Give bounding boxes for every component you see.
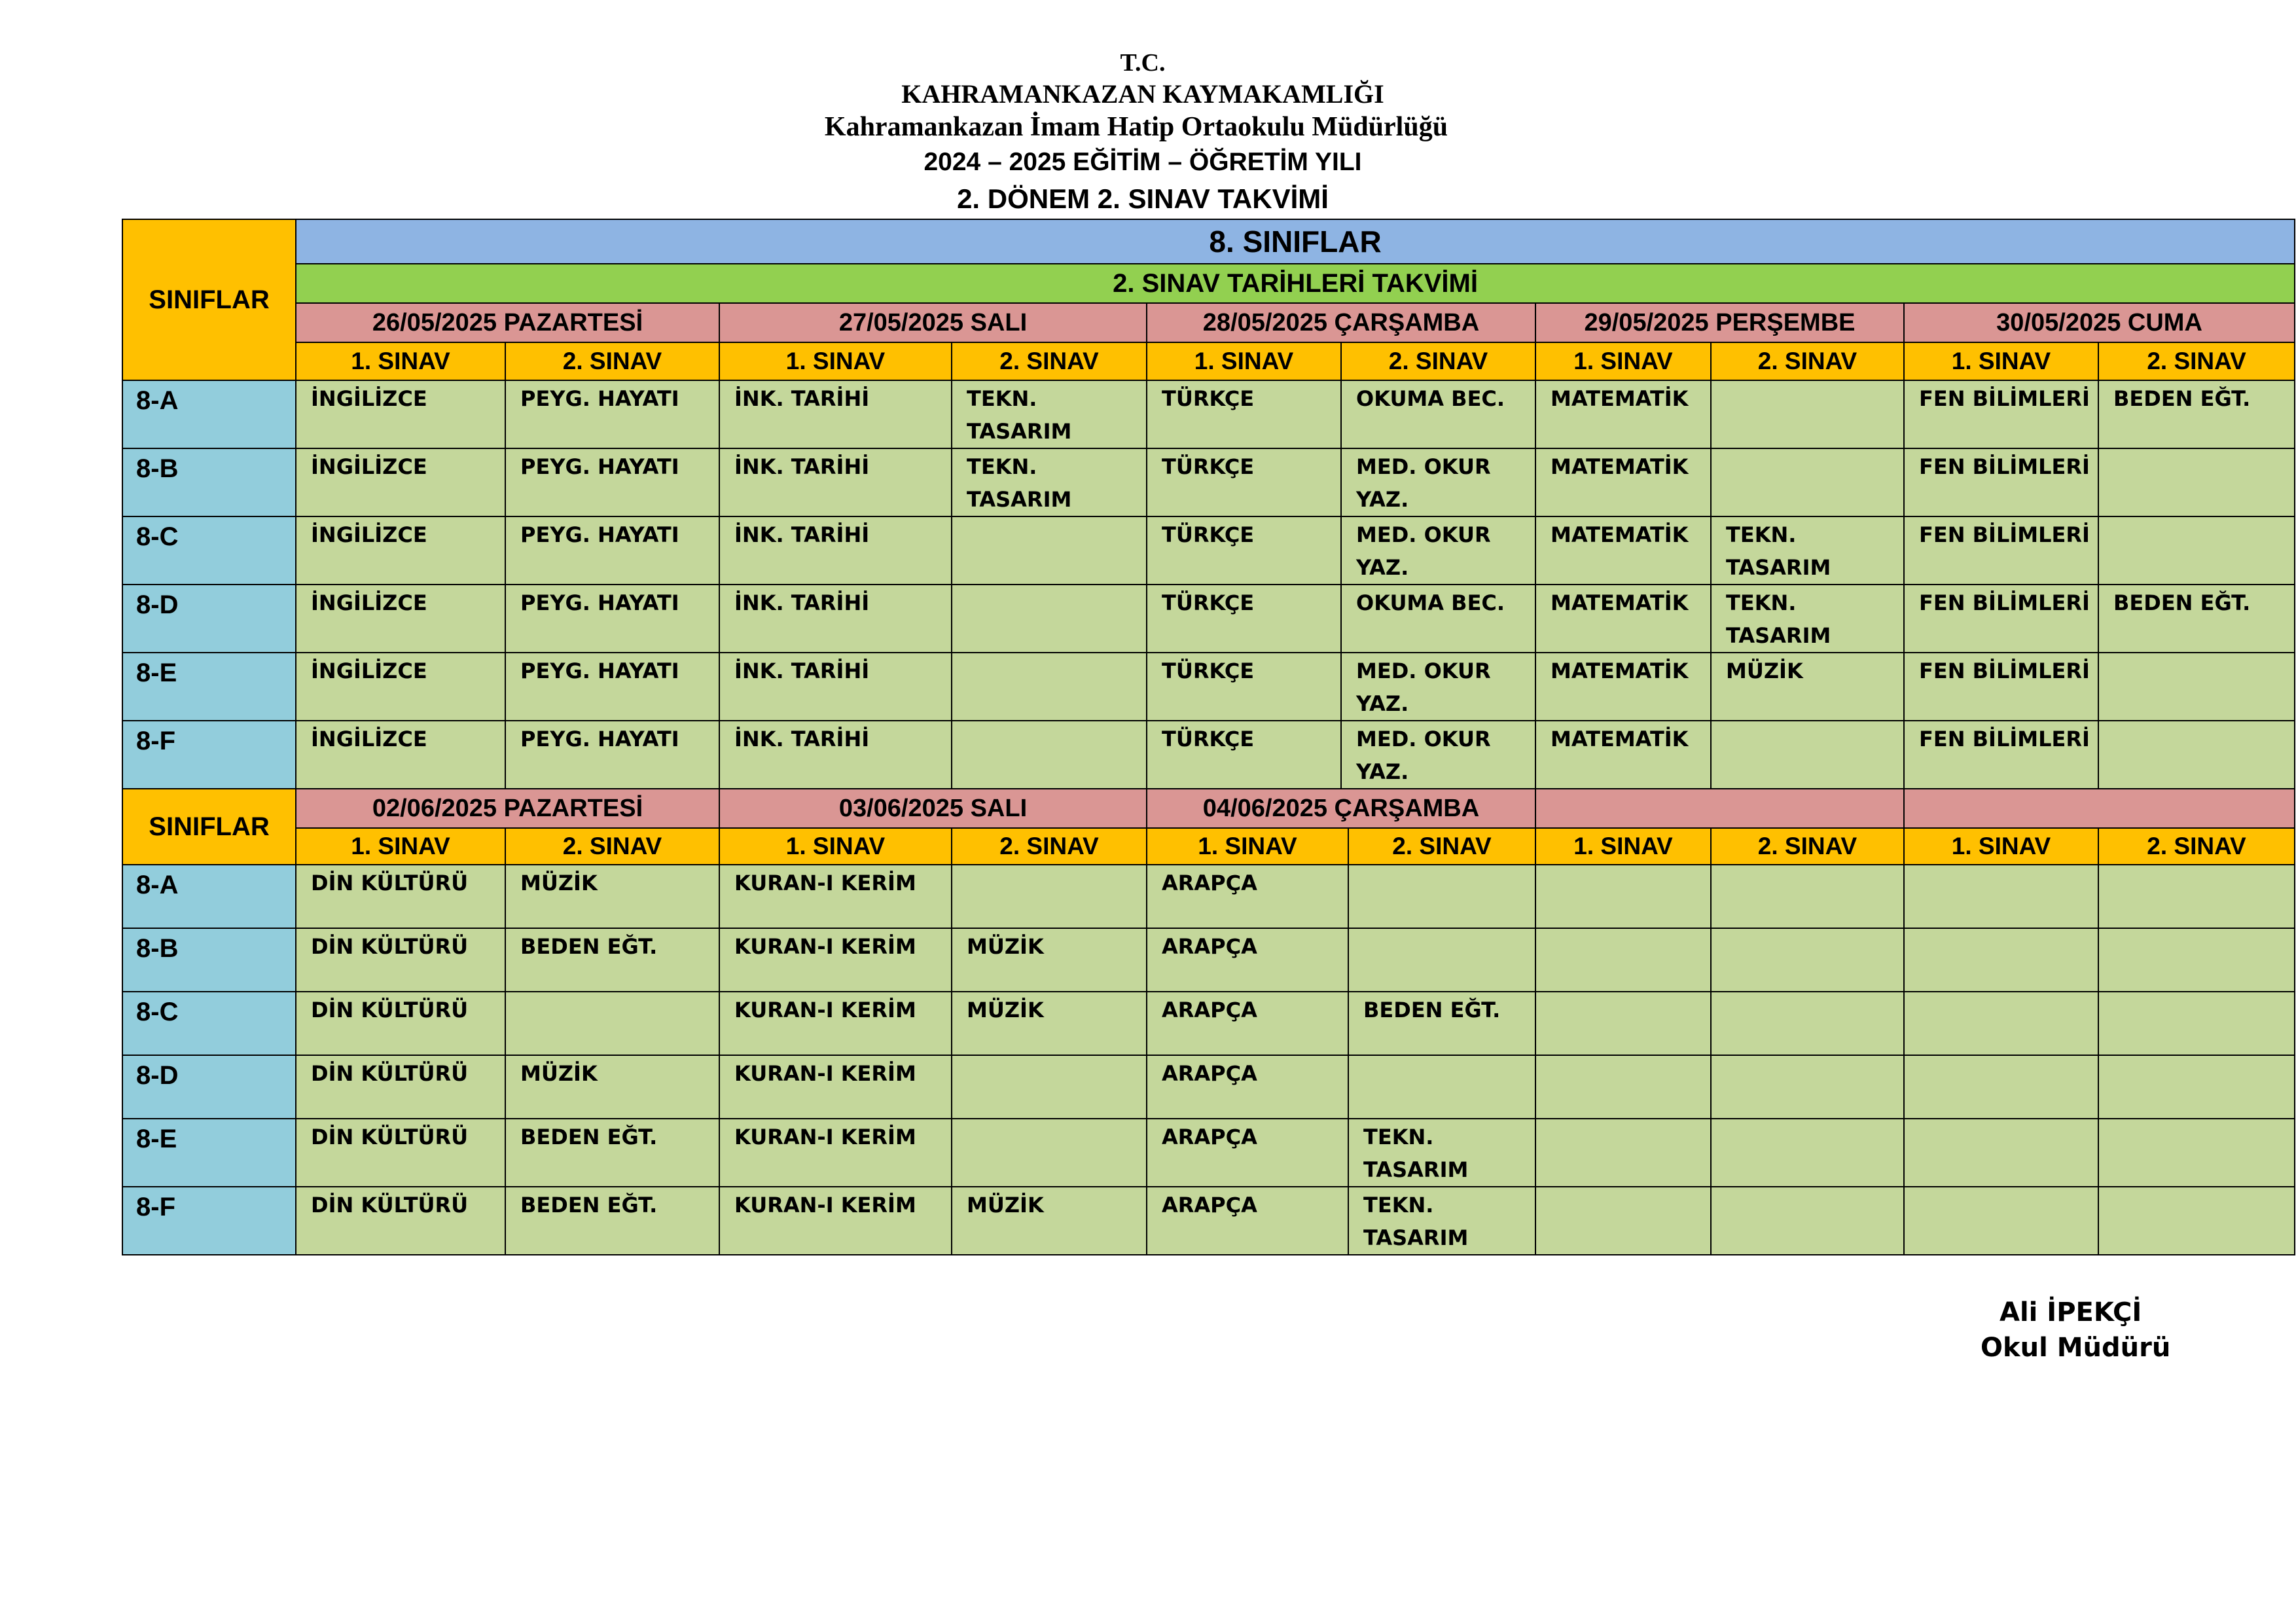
exam-cell: İNGİLİZCE xyxy=(296,448,505,516)
exam-cell: MÜZİK xyxy=(505,865,719,928)
class-label: 8-F xyxy=(122,721,296,789)
exam-cell: KURAN-I KERİM xyxy=(719,1055,952,1119)
exam-cell: MED. OKUR YAZ. xyxy=(1341,448,1535,516)
exam2-header: 2. SINAV xyxy=(505,342,719,380)
exam-cell xyxy=(2098,653,2295,721)
exam-cell xyxy=(1535,928,1711,992)
exam-cell: İNK. TARİHİ xyxy=(719,585,952,653)
header-exam-calendar: 2. DÖNEM 2. SINAV TAKVİMİ xyxy=(957,183,1329,214)
exam-cell xyxy=(505,992,719,1055)
exam-cell: DİN KÜLTÜRÜ xyxy=(296,1187,505,1255)
table-row xyxy=(122,1119,2295,1187)
exam-cell: İNK. TARİHİ xyxy=(719,653,952,721)
exam2-header: 2. SINAV xyxy=(2098,828,2295,865)
exam2-header: 2. SINAV xyxy=(1341,342,1535,380)
exam-cell xyxy=(1535,1055,1711,1119)
exam-cell: PEYG. HAYATI xyxy=(505,585,719,653)
exam-cell: İNGİLİZCE xyxy=(296,516,505,585)
exam-cell xyxy=(1904,928,2098,992)
exam-cell: OKUMA BEC. xyxy=(1341,585,1535,653)
exam-cell: İNK. TARİHİ xyxy=(719,516,952,585)
exam-cell: MATEMATİK xyxy=(1535,516,1711,585)
day-header: 04/06/2025 ÇARŞAMBA xyxy=(1147,789,1535,828)
exam-cell: MATEMATİK xyxy=(1535,380,1711,448)
exam-cell: FEN BİLİMLERİ xyxy=(1904,721,2098,789)
exam-cell xyxy=(1711,721,1904,789)
exam1-header: 1. SINAV xyxy=(719,828,952,865)
header-tc: T.C. xyxy=(1120,49,1166,77)
exam-cell xyxy=(952,721,1147,789)
exam-cell: DİN KÜLTÜRÜ xyxy=(296,1055,505,1119)
table-row xyxy=(122,1055,2295,1119)
exam-cell: MATEMATİK xyxy=(1535,653,1711,721)
exam-cell xyxy=(2098,448,2295,516)
table-row xyxy=(122,380,2295,448)
exam-cell xyxy=(2098,928,2295,992)
exam-cell xyxy=(2098,516,2295,585)
exam-cell xyxy=(1711,1055,1904,1119)
exam-cell: İNGİLİZCE xyxy=(296,653,505,721)
exam-cell: ARAPÇA xyxy=(1147,1055,1348,1119)
day-header xyxy=(1535,789,1904,828)
exam-cell: FEN BİLİMLERİ xyxy=(1904,380,2098,448)
exam-cell: MATEMATİK xyxy=(1535,721,1711,789)
exam-cell xyxy=(1535,865,1711,928)
exam-cell: FEN BİLİMLERİ xyxy=(1904,653,2098,721)
exam-cell: TÜRKÇE xyxy=(1147,721,1341,789)
exam-cell: İNGİLİZCE xyxy=(296,585,505,653)
exam-cell: TEKN. TASARIM xyxy=(1348,1119,1535,1187)
exam-cell: DİN KÜLTÜRÜ xyxy=(296,928,505,992)
exam-cell: DİN KÜLTÜRÜ xyxy=(296,1119,505,1187)
class-label: 8-F xyxy=(122,1187,296,1255)
exam-cell: BEDEN EĞT. xyxy=(505,928,719,992)
exam-cell: BEDEN EĞT. xyxy=(505,1187,719,1255)
class-label: 8-D xyxy=(122,585,296,653)
table-row xyxy=(122,516,2295,585)
exam-cell: ARAPÇA xyxy=(1147,992,1348,1055)
table-row xyxy=(122,865,2295,928)
day-header: 29/05/2025 PERŞEMBE xyxy=(1535,303,1904,342)
exam-cell: TEKN. TASARIM xyxy=(952,380,1147,448)
class-label: 8-B xyxy=(122,928,296,992)
exam-cell: TEKN. TASARIM xyxy=(1711,516,1904,585)
exam-schedule-week2 xyxy=(122,788,2295,1255)
exam-cell: TEKN. TASARIM xyxy=(952,448,1147,516)
classes-header: SINIFLAR xyxy=(122,789,296,865)
exam-cell: PEYG. HAYATI xyxy=(505,448,719,516)
exam-cell: MÜZİK xyxy=(952,992,1147,1055)
exam1-header: 1. SINAV xyxy=(1147,828,1348,865)
table-row xyxy=(122,448,2295,516)
exam-cell: MÜZİK xyxy=(952,1187,1147,1255)
exam-cell: TÜRKÇE xyxy=(1147,585,1341,653)
class-label: 8-E xyxy=(122,1119,296,1187)
exam-cell xyxy=(952,516,1147,585)
day-header xyxy=(1904,789,2295,828)
exam2-header: 2. SINAV xyxy=(2098,342,2295,380)
exam-cell: TÜRKÇE xyxy=(1147,516,1341,585)
exam-cell xyxy=(1711,380,1904,448)
exam-cell xyxy=(2098,1187,2295,1255)
exam-cell xyxy=(1904,1187,2098,1255)
class-label: 8-A xyxy=(122,865,296,928)
exam-cell: TÜRKÇE xyxy=(1147,448,1341,516)
principal-name: Ali İPEKÇİ xyxy=(2000,1297,2142,1327)
exam-cell: ARAPÇA xyxy=(1147,1187,1348,1255)
exam-schedule-week1 xyxy=(122,219,2295,789)
exam-cell: ARAPÇA xyxy=(1147,928,1348,992)
class-label: 8-C xyxy=(122,516,296,585)
exam-cell xyxy=(1904,1119,2098,1187)
exam-cell: MÜZİK xyxy=(505,1055,719,1119)
classes-header: SINIFLAR xyxy=(122,219,296,380)
exam-cell: MED. OKUR YAZ. xyxy=(1341,516,1535,585)
exam-cell: İNK. TARİHİ xyxy=(719,380,952,448)
class-label: 8-B xyxy=(122,448,296,516)
exam-cell: FEN BİLİMLERİ xyxy=(1904,448,2098,516)
day-header: 26/05/2025 PAZARTESİ xyxy=(296,303,719,342)
exam-cell: KURAN-I KERİM xyxy=(719,992,952,1055)
exam-cell xyxy=(1711,448,1904,516)
grade-title: 8. SINIFLAR xyxy=(296,219,2295,264)
exam-cell: KURAN-I KERİM xyxy=(719,1119,952,1187)
exam-cell xyxy=(952,865,1147,928)
exam-cell: TÜRKÇE xyxy=(1147,380,1341,448)
exam-cell xyxy=(2098,1055,2295,1119)
exam-cell: PEYG. HAYATI xyxy=(505,380,719,448)
exam-cell: BEDEN EĞT. xyxy=(2098,380,2295,448)
day-header: 02/06/2025 PAZARTESİ xyxy=(296,789,719,828)
exam-cell: KURAN-I KERİM xyxy=(719,1187,952,1255)
class-label: 8-E xyxy=(122,653,296,721)
exam-cell xyxy=(1711,992,1904,1055)
exam-cell: FEN BİLİMLERİ xyxy=(1904,516,2098,585)
exam-cell xyxy=(1904,992,2098,1055)
exam-cell xyxy=(1904,865,2098,928)
exam-cell xyxy=(1535,1119,1711,1187)
exam-cell xyxy=(2098,1119,2295,1187)
exam-cell: KURAN-I KERİM xyxy=(719,928,952,992)
exam-cell: TEKN. TASARIM xyxy=(1348,1187,1535,1255)
exam-cell xyxy=(1711,865,1904,928)
exam-cell xyxy=(952,585,1147,653)
exam2-header: 2. SINAV xyxy=(952,342,1147,380)
day-header: 30/05/2025 CUMA xyxy=(1904,303,2295,342)
exam-cell xyxy=(952,1055,1147,1119)
class-label: 8-A xyxy=(122,380,296,448)
exam-cell: MED. OKUR YAZ. xyxy=(1341,721,1535,789)
table-row xyxy=(122,585,2295,653)
exam-cell: TEKN. TASARIM xyxy=(1711,585,1904,653)
exam-cell: İNGİLİZCE xyxy=(296,380,505,448)
exam1-header: 1. SINAV xyxy=(1904,342,2098,380)
exam-cell: TÜRKÇE xyxy=(1147,653,1341,721)
exam-cell xyxy=(1711,928,1904,992)
exam-cell: FEN BİLİMLERİ xyxy=(1904,585,2098,653)
exam-cell xyxy=(2098,992,2295,1055)
header-academic-year: 2024 – 2025 EĞİTİM – ÖĞRETİM YILI xyxy=(924,148,1362,176)
class-label: 8-C xyxy=(122,992,296,1055)
exam1-header: 1. SINAV xyxy=(1535,828,1711,865)
day-header: 28/05/2025 ÇARŞAMBA xyxy=(1147,303,1535,342)
exam-cell: BEDEN EĞT. xyxy=(1348,992,1535,1055)
exam1-header: 1. SINAV xyxy=(296,828,505,865)
exam-cell: PEYG. HAYATI xyxy=(505,516,719,585)
exam-cell xyxy=(1711,1187,1904,1255)
exam-cell: İNK. TARİHİ xyxy=(719,448,952,516)
exam-cell: İNGİLİZCE xyxy=(296,721,505,789)
exam-cell xyxy=(1535,992,1711,1055)
exam2-header: 2. SINAV xyxy=(952,828,1147,865)
exam-cell: BEDEN EĞT. xyxy=(505,1119,719,1187)
table-row xyxy=(122,721,2295,789)
table-row xyxy=(122,1187,2295,1255)
day-header: 27/05/2025 SALI xyxy=(719,303,1147,342)
principal-title: Okul Müdürü xyxy=(1981,1333,2171,1363)
exam-cell: BEDEN EĞT. xyxy=(2098,585,2295,653)
table-row xyxy=(122,928,2295,992)
exam-cell: MED. OKUR YAZ. xyxy=(1341,653,1535,721)
header-kaymakamlik: KAHRAMANKAZAN KAYMAKAMLIĞI xyxy=(901,79,1384,109)
exam-cell xyxy=(952,653,1147,721)
exam2-header: 2. SINAV xyxy=(505,828,719,865)
exam-cell: DİN KÜLTÜRÜ xyxy=(296,992,505,1055)
exam-cell: DİN KÜLTÜRÜ xyxy=(296,865,505,928)
exam-cell xyxy=(1711,1119,1904,1187)
exam-cell xyxy=(952,1119,1147,1187)
exam2-header: 2. SINAV xyxy=(1711,828,1904,865)
exam-cell: MÜZİK xyxy=(952,928,1147,992)
exam-cell xyxy=(2098,865,2295,928)
day-header: 03/06/2025 SALI xyxy=(719,789,1147,828)
exam2-header: 2. SINAV xyxy=(1711,342,1904,380)
exam-cell: MÜZİK xyxy=(1711,653,1904,721)
exam1-header: 1. SINAV xyxy=(1904,828,2098,865)
exam-cell: KURAN-I KERİM xyxy=(719,865,952,928)
exam-cell: PEYG. HAYATI xyxy=(505,721,719,789)
exam-cell: OKUMA BEC. xyxy=(1341,380,1535,448)
exam-cell xyxy=(1904,1055,2098,1119)
header-school: Kahramankazan İmam Hatip Ortaokulu Müdürlüğü xyxy=(824,112,1448,142)
exam-cell: PEYG. HAYATI xyxy=(505,653,719,721)
exam1-header: 1. SINAV xyxy=(296,342,505,380)
exam1-header: 1. SINAV xyxy=(1147,342,1341,380)
exam-cell: MATEMATİK xyxy=(1535,448,1711,516)
exam-cell xyxy=(1348,928,1535,992)
exam-cell xyxy=(1348,1055,1535,1119)
exam2-header: 2. SINAV xyxy=(1348,828,1535,865)
exam-cell xyxy=(1348,865,1535,928)
exam-cell xyxy=(2098,721,2295,789)
exam-cell: ARAPÇA xyxy=(1147,865,1348,928)
exam-cell: İNK. TARİHİ xyxy=(719,721,952,789)
exam1-header: 1. SINAV xyxy=(719,342,952,380)
exam1-header: 1. SINAV xyxy=(1535,342,1711,380)
calendar-title: 2. SINAV TARİHLERİ TAKVİMİ xyxy=(296,264,2295,303)
class-label: 8-D xyxy=(122,1055,296,1119)
exam-cell: MATEMATİK xyxy=(1535,585,1711,653)
exam-cell xyxy=(1535,1187,1711,1255)
table-row xyxy=(122,992,2295,1055)
table-row xyxy=(122,653,2295,721)
exam-cell: ARAPÇA xyxy=(1147,1119,1348,1187)
